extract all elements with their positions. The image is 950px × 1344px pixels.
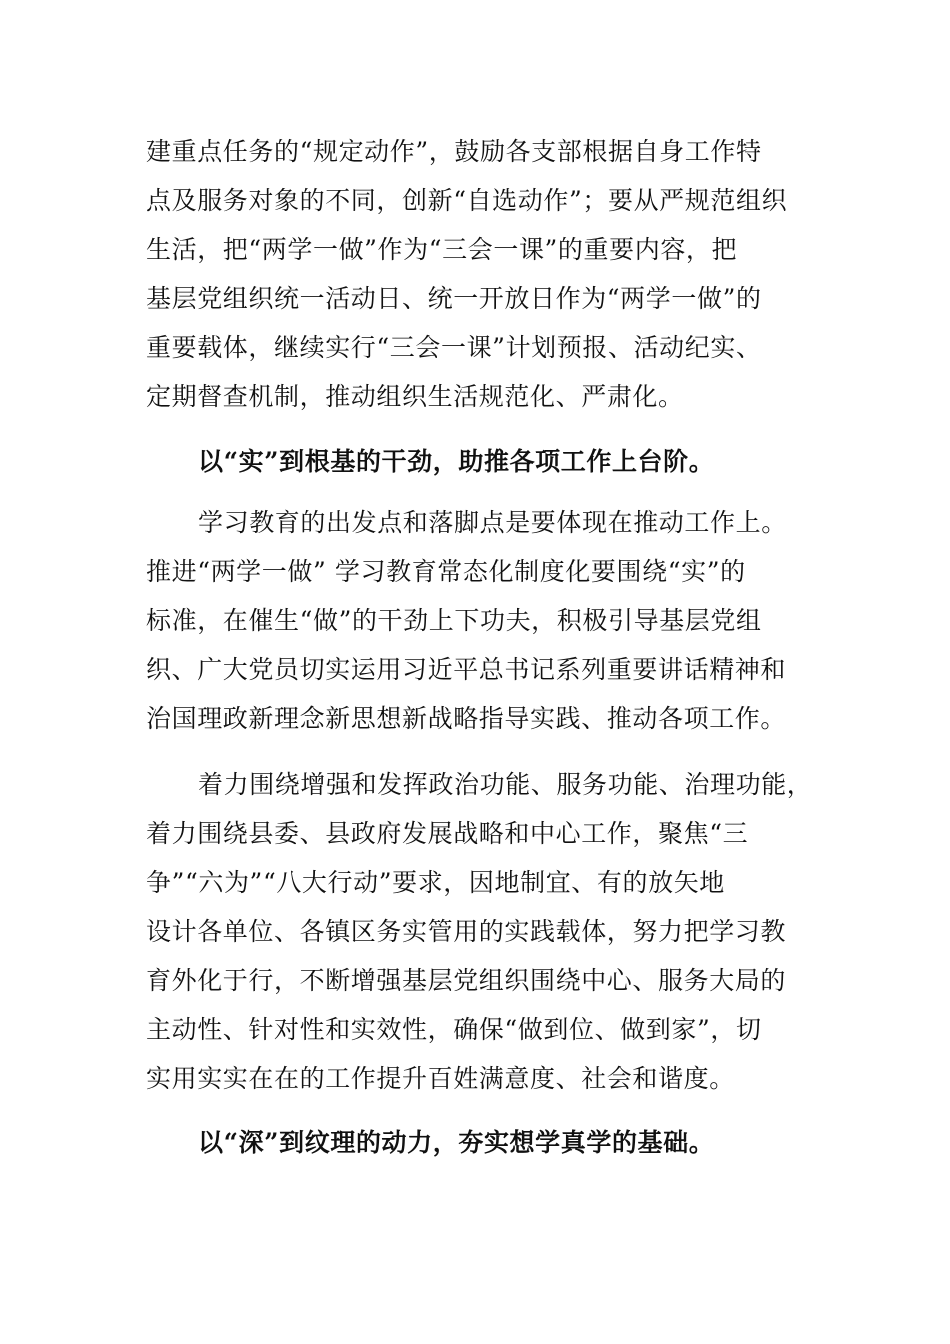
paragraph-line: 重要载体，继续实行“三会一课”计划预报、活动纪实、 [146, 333, 762, 362]
paragraph-line: 争”“六为”“八大行动”要求，因地制宜、有的放矢地 [146, 868, 725, 897]
paragraph-line: 基层党组织统一活动日、统一开放日作为“两学一做”的 [146, 284, 762, 313]
paragraph-3 [146, 760, 813, 1103]
section-heading-1 [146, 437, 798, 486]
paragraph-line: 点及服务对象的不同，创新“自选动作”；要从严规范组织 [146, 186, 788, 215]
paragraph-line: 织、广大党员切实运用习近平总书记系列重要讲话精神和 [146, 655, 787, 684]
paragraph-1 [146, 127, 798, 421]
paragraph-line: 设计各单位、各镇区务实管用的实践载体，努力把学习教 [146, 917, 787, 946]
paragraph-line: 建重点任务的“规定动作”，鼓励各支部根据自身工作特 [146, 137, 762, 166]
paragraph-line: 着力围绕县委、县政府发展战略和中心工作，聚焦“三 [146, 819, 749, 848]
heading-text: 以“实”到根基的干劲，助推各项工作上台阶。 [198, 447, 715, 476]
paragraph-line: 定期督查机制，推动组织生活规范化、严肃化。 [146, 382, 684, 411]
paragraph-line: 主动性、针对性和实效性，确保“做到位、做到家”，切 [146, 1015, 762, 1044]
paragraph-line: 标准，在催生“做”的干劲上下功夫，积极引导基层党组 [146, 606, 762, 635]
paragraph-line: 生活，把“两学一做”作为“三会一课”的重要内容，把 [146, 235, 738, 264]
paragraph-line: 学习教育的出发点和落脚点是要体现在推动工作上。 [198, 508, 787, 537]
paragraph-line: 治国理政新理念新思想新战略指导实践、推动各项工作。 [146, 704, 787, 733]
paragraph-line: 实用实实在在的工作提升百姓满意度、社会和谐度。 [146, 1064, 735, 1093]
paragraph-line: 推进“两学一做” 学习教育常态化制度化要围绕“实”的 [146, 557, 746, 586]
paragraph-line: 育外化于行，不断增强基层党组织围绕中心、服务大局的 [146, 966, 787, 995]
heading-text: 以“深”到纹理的动力，夯实想学真学的基础。 [198, 1128, 715, 1157]
paragraph-2 [146, 498, 798, 743]
section-heading-2 [146, 1118, 798, 1167]
paragraph-line: 着力围绕增强和发挥政治功能、服务功能、治理功能， [198, 770, 813, 799]
